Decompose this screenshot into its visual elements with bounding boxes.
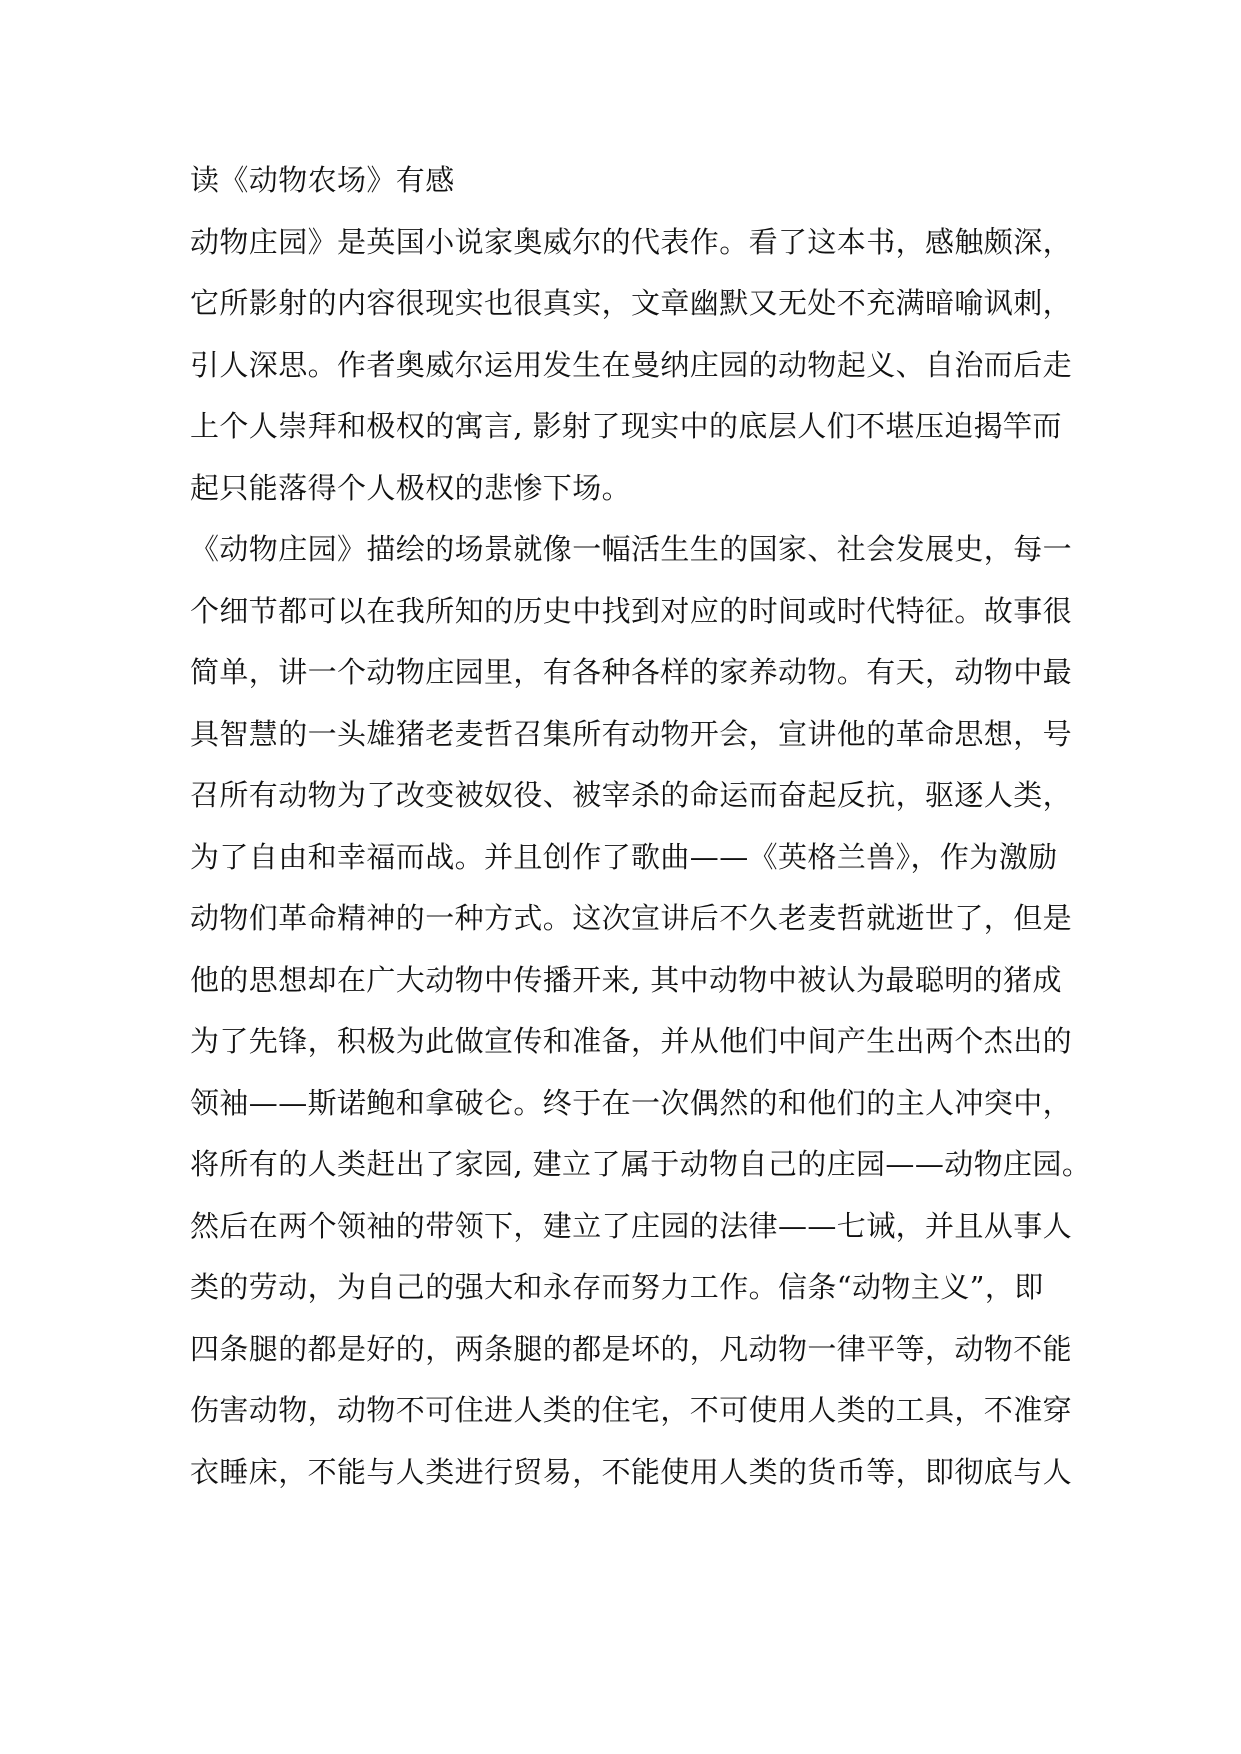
text-line: 具智慧的一头雄猪老麦哲召集所有动物开会，宣讲他的革命思想，号 (190, 716, 1073, 751)
text-line: 为了先锋，积极为此做宣传和准备，并从他们中间产生出两个杰出的 (190, 1024, 1073, 1058)
text-line: 为了自由和幸福而战。并且创作了歌曲——《英格兰兽》，作为激励 (190, 839, 1058, 874)
text-line: 动物庄园》是英国小说家奥威尔的代表作。看了这本书，感触颇深， (190, 224, 1073, 259)
text-line: 召所有动物为了改变被奴役、被宰杀的命运而奋起反抗，驱逐人类， (190, 778, 1073, 812)
text-line: 起只能落得个人极权的悲惨下场。 (190, 470, 632, 505)
document-body (190, 150, 1092, 1503)
text-line: 衣睡床，不能与人类进行贸易，不能使用人类的货币等，即彻底与人 (190, 1454, 1073, 1489)
text-line: 个细节都可以在我所知的历史中找到对应的时间或时代特征。故事很 (190, 593, 1073, 628)
text-line: 动物们革命精神的一种方式。这次宣讲后不久老麦哲就逝世了，但是 (190, 901, 1073, 935)
text-line: 领袖——斯诺鲍和拿破仑。终于在一次偶然的和他们的主人冲突中， (190, 1085, 1073, 1120)
text-line: 上个人崇拜和极权的寓言, 影射了现实中的底层人们不堪压迫揭竿而 (190, 409, 1062, 443)
text-line: 引人深思。作者奥威尔运用发生在曼纳庄园的动物起义、自治而后走 (190, 347, 1073, 382)
text-line: 《动物庄园》描绘的场景就像一幅活生生的国家、社会发展史，每一 (190, 532, 1073, 566)
text-line: 伤害动物，动物不可住进人类的住宅，不可使用人类的工具，不准穿 (190, 1393, 1073, 1427)
text-line: 四条腿的都是好的，两条腿的都是坏的，凡动物一律平等，动物不能 (190, 1331, 1073, 1366)
text-line: 类的劳动，为自己的强大和永存而努力工作。信条“动物主义”，即 (190, 1270, 1044, 1304)
document-title: 读《动物农场》有感 (190, 163, 455, 197)
text-line: 然后在两个领袖的带领下，建立了庄园的法律——七诫，并且从事人 (190, 1208, 1073, 1243)
text-line: 它所影射的内容很现实也很真实，文章幽默又无处不充满暗喻讽刺， (190, 286, 1073, 320)
text-line: 简单，讲一个动物庄园里，有各种各样的家养动物。有天，动物中最 (190, 655, 1073, 689)
text-line: 他的思想却在广大动物中传播开来, 其中动物中被认为最聪明的猪成 (190, 962, 1062, 997)
text-line: 将所有的人类赶出了家园, 建立了属于动物自己的庄园——动物庄园。 (190, 1147, 1092, 1181)
